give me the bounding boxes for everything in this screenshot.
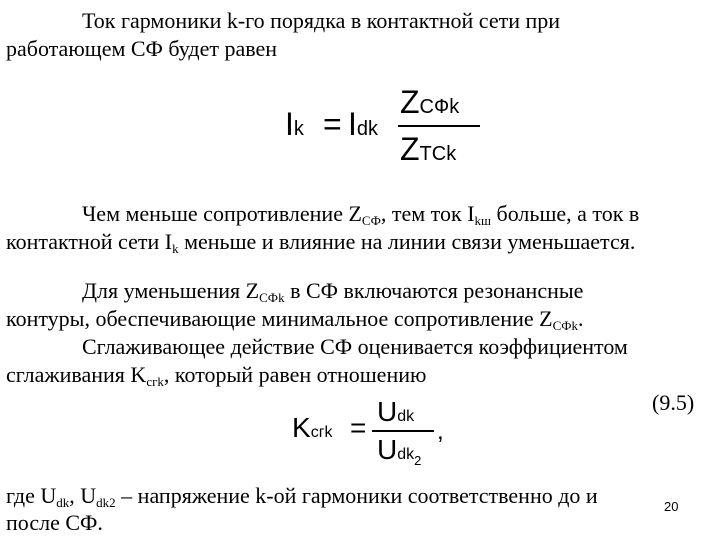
formula1-fraction-bar bbox=[398, 125, 480, 127]
formula2-lhs: Kсгk bbox=[292, 412, 333, 443]
formula2-comma: , bbox=[437, 418, 444, 445]
para1-line2: работающем СФ будет равен bbox=[6, 36, 278, 61]
para3-line4: сглаживания $K_{сгk}$, который равен отношению bbox=[6, 362, 427, 389]
para2-line2: контактной сети $I_k$ меньше и влияние на линии связи уменьшается. bbox=[6, 229, 636, 256]
para2-line1: Чем меньше сопротивление $Z_{СФ}$, тем ток $I_{kш}$ больше, а ток в bbox=[82, 201, 640, 228]
para4-line1: где $U_{dk}$, $U_{dk2}$ – напряжение k-ой гармоники соответственно до и bbox=[6, 483, 598, 510]
formula1-equals: = bbox=[323, 106, 342, 142]
formula2-numerator: Udk bbox=[377, 396, 415, 427]
formula2-fraction-bar bbox=[372, 430, 434, 432]
equation-number: (9.5) bbox=[652, 390, 695, 415]
para3-line2: контуры, обеспечивающие минимальное сопротивление $Z_{СФk}$. bbox=[6, 306, 584, 333]
page-number: 20 bbox=[664, 499, 679, 514]
formula1-denominator: ZТСk bbox=[400, 131, 457, 167]
formula1-rhs: Idk bbox=[348, 106, 379, 142]
para3-line3: Сглаживающее действие СФ оценивается коэффициентом bbox=[82, 334, 628, 359]
para1-line1: Ток гармоники k-го порядка в контактной сети при bbox=[82, 8, 561, 33]
formula1-numerator: ZСФk bbox=[400, 84, 460, 120]
formula2-equals: = bbox=[350, 412, 367, 443]
para4-line2: после СФ. bbox=[6, 510, 103, 535]
formula2-denominator: Udk$_2$ bbox=[377, 434, 422, 468]
formula1-lhs: Ik bbox=[285, 106, 304, 142]
para3-line1: Для уменьшения $Z_{СФk}$ в СФ включаются резонансные bbox=[82, 278, 584, 305]
